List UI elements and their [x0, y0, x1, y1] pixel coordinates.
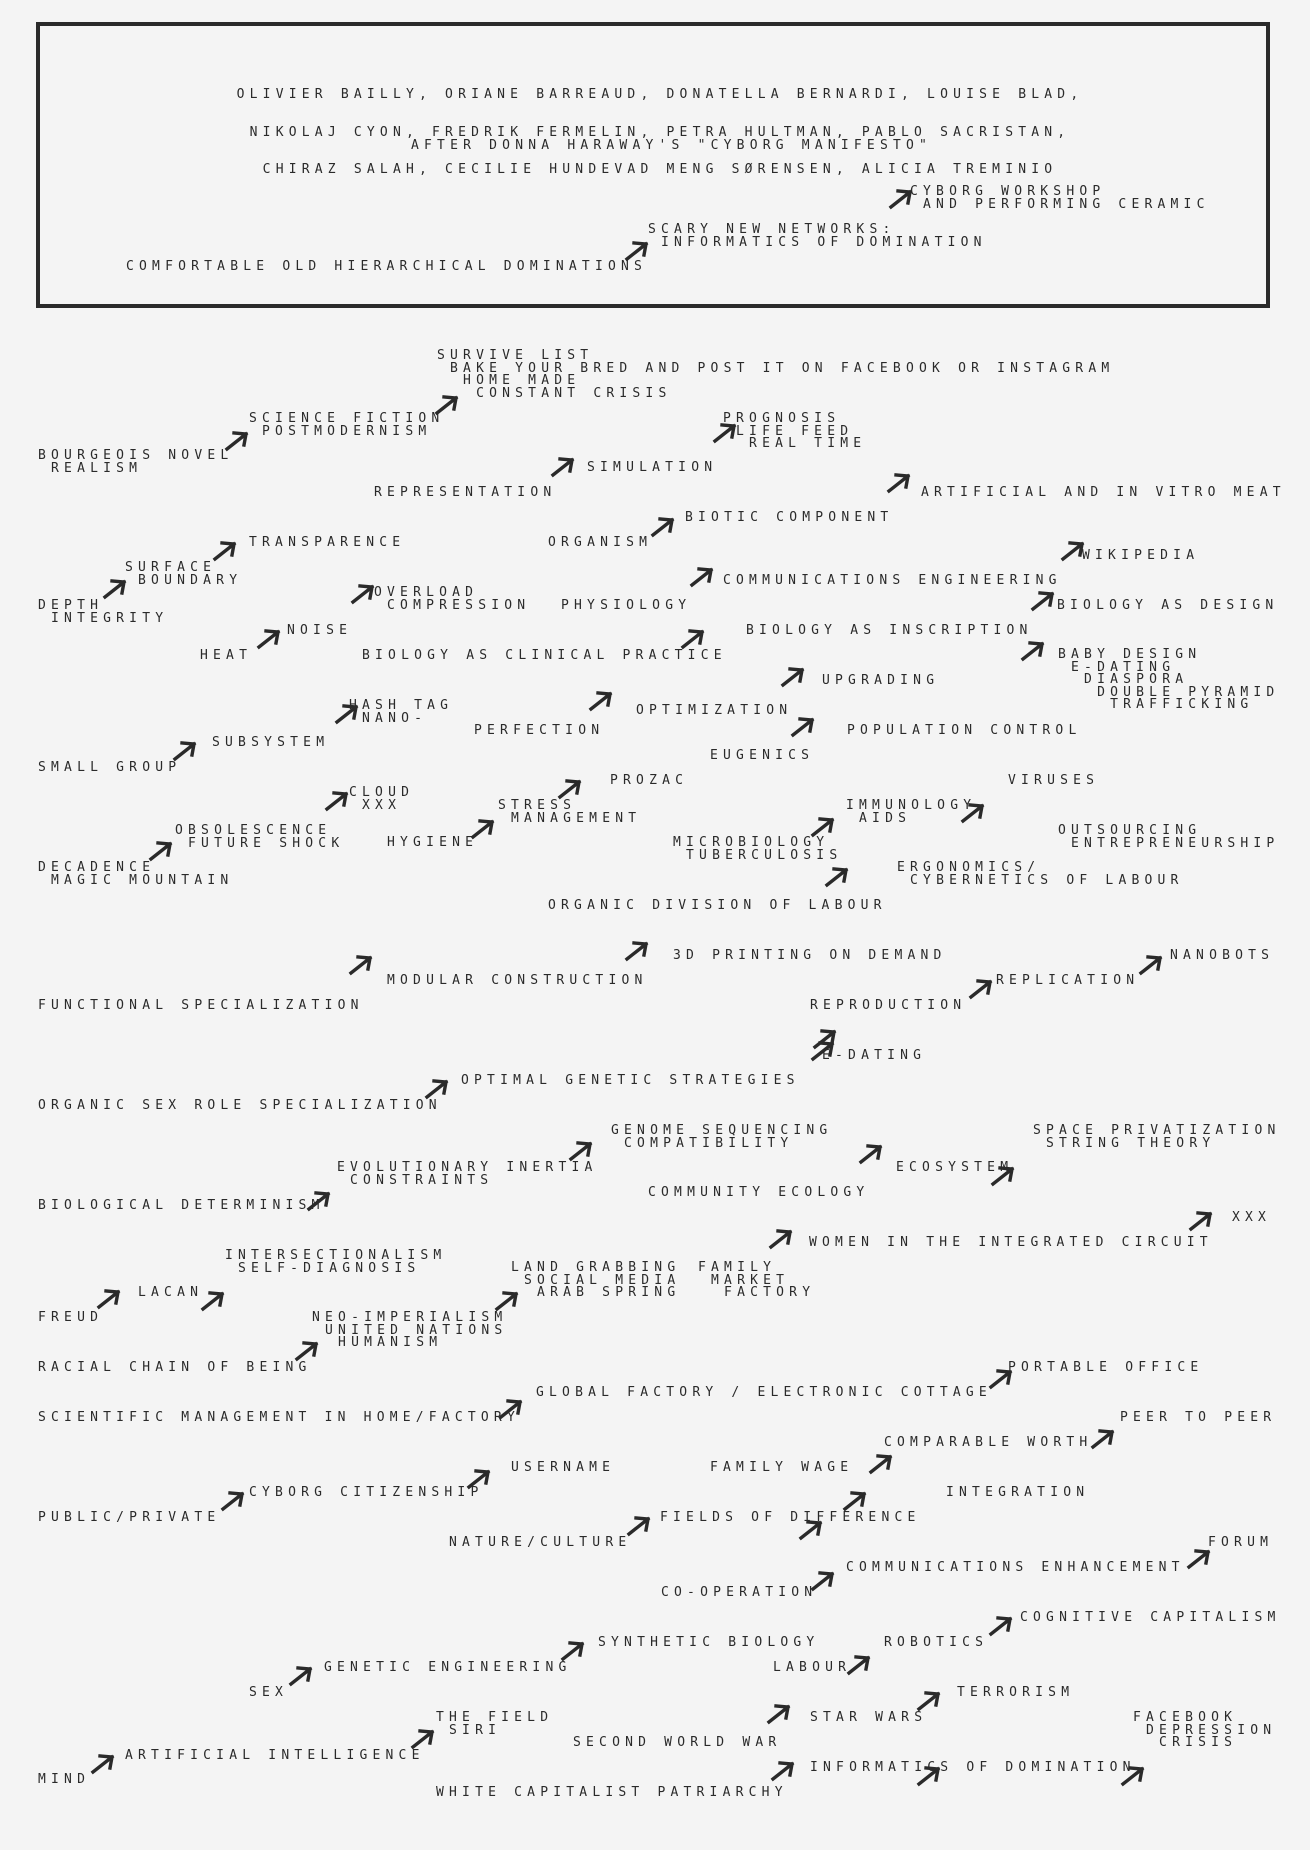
arrow-icon — [858, 1143, 884, 1165]
node-label: GENETIC ENGINEERING — [324, 1660, 572, 1675]
node-label: SYNTHETIC BIOLOGY — [598, 1635, 820, 1650]
arrow-icon — [842, 1490, 868, 1512]
node-label: EUGENICS — [710, 748, 815, 763]
arrow-icon — [212, 540, 238, 562]
arrow-icon — [148, 840, 174, 862]
arrow-icon — [846, 1654, 872, 1676]
arrow-icon — [886, 472, 912, 494]
node-label: BIOLOGY AS INSCRIPTION — [746, 623, 1033, 638]
node-label: COMPARABLE WORTH — [884, 1435, 1093, 1450]
node-label: NANOBOTS — [1170, 948, 1275, 963]
node-label: BABY DESIGN E-DATING DIASPORA DOUBLE PYRAMID TRAFFICKING — [1058, 647, 1280, 712]
node-label: PHYSIOLOGY — [561, 598, 692, 613]
arrow-icon — [1120, 1765, 1146, 1787]
node-label: PEER TO PEER — [1120, 1410, 1277, 1425]
node-label: FUNCTIONAL SPECIALIZATION — [38, 998, 364, 1013]
arrow-icon — [324, 790, 350, 812]
arrow-icon — [200, 1290, 226, 1312]
node-label: WIKIPEDIA — [1082, 548, 1200, 563]
node-label: SURVIVE LIST BAKE YOUR BRED AND POST IT ON FACEBOOK OR INSTAGRAM HOME MADE CONSTANT CRISIS — [437, 348, 1115, 401]
node-label: MICROBIOLOGY TUBERCULOSIS — [673, 835, 843, 863]
node-label: TRANSPARENCE — [249, 535, 406, 550]
arrow-icon — [680, 628, 706, 650]
node-label: UPGRADING — [822, 673, 940, 688]
node-label: MIND — [38, 1772, 91, 1787]
node-label: OPTIMIZATION — [636, 703, 793, 718]
arrow-icon — [689, 566, 715, 588]
arrow-icon — [790, 716, 816, 738]
node-label: WOMEN IN THE INTEGRATED CIRCUIT — [809, 1235, 1213, 1250]
arrow-icon — [990, 1165, 1016, 1187]
arrow-icon — [770, 1760, 796, 1782]
node-label: FAMILY MARKET FACTORY — [698, 1260, 816, 1300]
node-label: INTERSECTIONALISM SELF-DIAGNOSIS — [225, 1248, 447, 1276]
arrow-icon — [224, 430, 250, 452]
node-label: PROZAC — [610, 773, 689, 788]
node-label: ERGONOMICS/ CYBERNETICS OF LABOUR — [897, 860, 1184, 888]
arrow-icon — [766, 1703, 792, 1725]
node-label: ROBOTICS — [884, 1635, 989, 1650]
arrow-icon — [888, 188, 914, 210]
node-label: ECOSYSTEM — [896, 1160, 1014, 1175]
arrow-icon — [410, 1728, 436, 1750]
arrow-icon — [768, 1228, 794, 1250]
node-label: COGNITIVE CAPITALISM — [1020, 1610, 1281, 1625]
node-label: SIMULATION — [587, 460, 718, 475]
arrow-icon — [588, 690, 614, 712]
node-label: SEX — [249, 1685, 289, 1700]
node-label: MODULAR CONSTRUCTION — [387, 973, 648, 988]
arrow-icon — [798, 1519, 824, 1541]
node-label: SMALL GROUP — [38, 760, 182, 775]
arrow-icon — [172, 740, 198, 762]
arrow-icon — [868, 1453, 894, 1475]
node-label: HASH TAG NANO- — [349, 698, 454, 726]
arrow-icon — [466, 1468, 492, 1490]
arrow-icon — [810, 1570, 836, 1592]
node-label: FREUD — [38, 1310, 104, 1325]
node-label: ORGANISM — [548, 535, 653, 550]
arrow-icon — [810, 816, 836, 838]
node-label: DEPTH INTEGRITY — [38, 598, 169, 626]
arrow-icon — [96, 1288, 122, 1310]
arrow-icon — [220, 1490, 246, 1512]
arrow-icon — [494, 1290, 520, 1312]
node-label: NATURE/CULTURE — [449, 1535, 632, 1550]
node-label: PROGNOSIS LIFE FEED REAL TIME — [723, 411, 867, 451]
node-label: OBSOLESCENCE FUTURE SHOCK — [175, 823, 345, 851]
node-label: STAR WARS — [810, 1710, 928, 1725]
arrow-icon — [102, 578, 128, 600]
node-label: PUBLIC/PRIVATE — [38, 1510, 221, 1525]
node-label: LAND GRABBING SOCIAL MEDIA ARAB SPRING — [511, 1260, 681, 1300]
node-label: REPRODUCTION — [810, 998, 967, 1013]
arrow-icon — [560, 1640, 586, 1662]
node-label: LABOUR — [773, 1660, 852, 1675]
arrow-icon — [650, 516, 676, 538]
node-label: BIOLOGICAL DETERMINISM — [38, 1198, 325, 1213]
node-label: NOISE — [287, 623, 353, 638]
arrow-icon — [348, 954, 374, 976]
node-label: ORGANIC SEX ROLE SPECIALIZATION — [38, 1098, 442, 1113]
arrow-icon — [256, 628, 282, 650]
arrow-icon — [624, 240, 650, 262]
node-label: XXX — [1232, 1210, 1272, 1225]
arrow-icon — [498, 1398, 524, 1420]
arrow-icon — [626, 1515, 652, 1537]
node-label: SCIENCE FICTION POSTMODERNISM — [249, 411, 445, 439]
chain-middle: SCARY NEW NETWORKS: INFORMATICS OF DOMINATION — [648, 222, 987, 250]
node-label: TERRORISM — [957, 1685, 1075, 1700]
node-label: INFORMATICS OF DOMINATION — [810, 1760, 1136, 1775]
node-label: OVERLOAD COMPRESSION — [374, 585, 531, 613]
arrow-icon — [294, 1340, 320, 1362]
node-label: E-DATING — [822, 1048, 927, 1063]
arrow-icon — [712, 422, 738, 444]
arrow-icon — [1020, 640, 1046, 662]
node-label: OUTSOURCING ENTREPRENEURSHIP — [1058, 823, 1280, 851]
node-label: COMMUNICATIONS ENHANCEMENT — [846, 1560, 1185, 1575]
arrow-icon — [1060, 540, 1086, 562]
author-line: NIKOLAJ CYON, FREDRIK FERMELIN, PETRA HULTMAN, PABLO SACRISTAN, — [249, 124, 1071, 140]
node-label: COMMUNITY ECOLOGY — [648, 1185, 870, 1200]
node-label: NEO-IMPERIALISM UNITED NATIONS HUMANISM — [312, 1310, 508, 1350]
node-label: BIOLOGY AS DESIGN — [1057, 598, 1279, 613]
arrow-icon — [434, 394, 460, 416]
node-label: SPACE PRIVATIZATION STRING THEORY — [1033, 1123, 1281, 1151]
arrow-icon — [90, 1753, 116, 1775]
node-label: ARTIFICIAL INTELLIGENCE — [125, 1748, 425, 1763]
node-label: CYBORG CITIZENSHIP — [249, 1485, 484, 1500]
node-label: IMMUNOLOGY AIDS — [846, 798, 977, 826]
node-label: PERFECTION — [474, 723, 605, 738]
node-label: WHITE CAPITALIST PATRIARCHY — [436, 1785, 788, 1800]
arrow-icon — [1090, 1428, 1116, 1450]
node-label: GENOME SEQUENCING COMPATIBILITY — [611, 1123, 833, 1151]
arrow-icon — [916, 1765, 942, 1787]
node-label: FIELDS OF DIFFERENCE — [660, 1510, 921, 1525]
arrow-icon — [988, 1615, 1014, 1637]
arrow-icon — [916, 1690, 942, 1712]
node-label: CO-OPERATION — [661, 1585, 818, 1600]
node-label: VIRUSES — [1008, 773, 1100, 788]
arrow-icon — [624, 940, 650, 962]
arrow-icon — [824, 866, 850, 888]
node-label: 3D PRINTING ON DEMAND — [673, 948, 947, 963]
node-label: REPRESENTATION — [374, 485, 557, 500]
node-label: POPULATION CONTROL — [847, 723, 1082, 738]
node-label: FORUM — [1208, 1535, 1274, 1550]
arrow-icon — [557, 778, 583, 800]
arrow-icon — [780, 666, 806, 688]
arrow-icon — [306, 1190, 332, 1212]
node-label: SCIENTIFIC MANAGEMENT IN HOME/FACTORY — [38, 1410, 520, 1425]
authors — [160, 64, 1160, 189]
node-label: STRESS MANAGEMENT — [498, 798, 642, 826]
arrow-icon — [1186, 1548, 1212, 1570]
arrow-icon — [960, 802, 986, 824]
node-label: SECOND WORLD WAR — [573, 1735, 782, 1750]
author-line: CHIRAZ SALAH, CECILIE HUNDEVAD MENG SØRENSEN, ALICIA TREMINIO — [262, 162, 1058, 177]
node-label: FAMILY WAGE — [710, 1460, 854, 1475]
node-label: PORTABLE OFFICE — [1008, 1360, 1204, 1375]
node-label: BIOLOGY AS CLINICAL PRACTICE — [362, 648, 727, 663]
subtitle: AFTER DONNA HARAWAY'S "CYBORG MANIFESTO" — [411, 138, 933, 153]
arrow-icon — [812, 1028, 838, 1050]
author-line: OLIVIER BAILLY, ORIANE BARREAUD, DONATELLA BERNARDI, LOUISE BLAD, — [236, 87, 1084, 102]
chain-end: CYBORG WORKSHOP AND PERFORMING CERAMIC — [910, 184, 1210, 212]
node-label: INTEGRATION — [946, 1485, 1090, 1500]
node-label: THE FIELD SIRI — [436, 1710, 554, 1738]
node-label: GLOBAL FACTORY / ELECTRONIC COTTAGE — [536, 1385, 992, 1400]
arrow-icon — [424, 1078, 450, 1100]
arrow-icon — [568, 1140, 594, 1162]
node-label: DECADENCE MAGIC MOUNTAIN — [38, 860, 234, 888]
node-label: BOURGEOIS NOVEL REALISM — [38, 448, 234, 476]
node-label: FACEBOOK DEPRESSION CRISIS — [1133, 1710, 1277, 1750]
node-label: REPLICATION — [996, 973, 1140, 988]
node-label: RACIAL CHAIN OF BEING — [38, 1360, 312, 1375]
node-label: EVOLUTIONARY INERTIA CONSTRAINTS — [337, 1160, 598, 1188]
arrow-icon — [334, 703, 360, 725]
node-label: USERNAME — [511, 1460, 616, 1475]
node-label: COMMUNICATIONS ENGINEERING — [723, 573, 1062, 588]
arrow-icon — [988, 1368, 1014, 1390]
node-label: BIOTIC COMPONENT — [685, 510, 894, 525]
node-label: OPTIMAL GENETIC STRATEGIES — [461, 1073, 800, 1088]
node-label: SURFACE BOUNDARY — [125, 560, 243, 588]
node-label: LACAN — [138, 1285, 204, 1300]
arrow-icon — [550, 456, 576, 478]
node-label: CLOUD XXX — [349, 785, 415, 813]
arrow-icon — [288, 1665, 314, 1687]
arrow-icon — [968, 978, 994, 1000]
arrow-icon — [1138, 954, 1164, 976]
chain-start: COMFORTABLE OLD HIERARCHICAL DOMINATIONS — [126, 259, 648, 274]
node-label: ORGANIC DIVISION OF LABOUR — [548, 898, 887, 913]
node-label: HEAT — [200, 648, 253, 663]
node-label: ARTIFICIAL AND IN VITRO MEAT — [921, 485, 1286, 500]
arrow-icon — [350, 583, 376, 605]
arrow-icon — [1188, 1210, 1214, 1232]
arrow-icon — [1030, 590, 1056, 612]
arrow-icon — [470, 818, 496, 840]
node-label: SUBSYSTEM — [212, 735, 330, 750]
node-label: HYGIENE — [387, 835, 479, 850]
